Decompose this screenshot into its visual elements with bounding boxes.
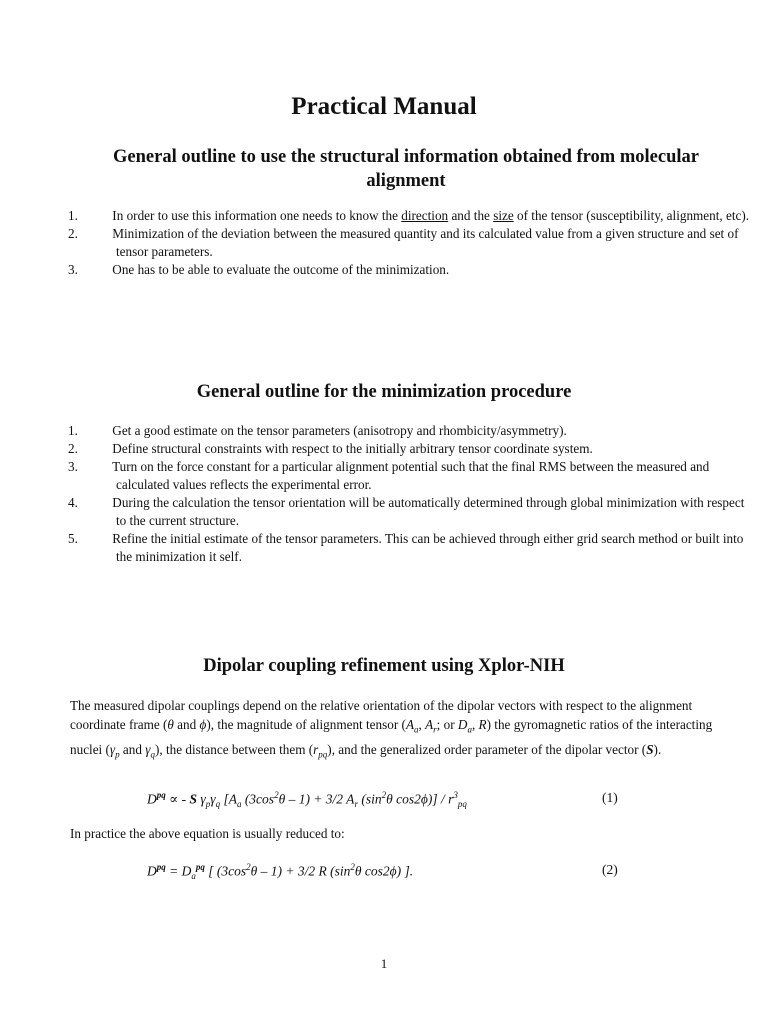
list-number: 4.: [68, 495, 78, 510]
section-heading-structural-info: General outline to use the structural information obtained from molecular alignment: [113, 147, 699, 191]
list-number: 1.: [68, 208, 78, 223]
eq-part: γ: [210, 791, 216, 807]
list-number: 3.: [68, 459, 78, 474]
list-text: Get a good estimate on the tensor parameters (anisotropy and rhombicity/asymmetry).: [112, 423, 567, 438]
underlined-term: direction: [401, 208, 449, 223]
list-text: Define structural constraints with respect to the initially arbitrary tensor coordinate system.: [112, 441, 593, 456]
equation-2: [147, 862, 413, 881]
eq-part: q: [215, 799, 221, 810]
symbol-D: D: [457, 717, 468, 732]
eq-part: ∝ -: [165, 791, 190, 807]
structural-info-list: [68, 207, 752, 279]
list-text: During the calculation the tensor orientation will be automatically determined through global minimization with respect to the current structure.: [112, 495, 745, 528]
section-heading-dipolar: Dipolar coupling refinement using Xplor-NIH: [203, 656, 565, 676]
para-text: ), the magnitude of alignment tensor (: [206, 717, 406, 732]
list-text: In order to use this information one needs to know the: [112, 208, 402, 223]
eq-part: 2: [350, 862, 355, 872]
page-number: 1: [380, 956, 388, 971]
symbol-A: A: [425, 717, 434, 732]
eq-part: θ cos2ϕ)] / r: [386, 791, 454, 807]
eq-part: a: [191, 871, 196, 882]
subscript: a: [414, 724, 419, 735]
para-text: ,: [418, 717, 426, 732]
eq-part: pq: [156, 790, 166, 800]
list-item: [68, 207, 752, 225]
eq-part: 2: [246, 862, 251, 872]
eq-part: 2: [274, 790, 279, 800]
equation-number-2: (2): [602, 862, 618, 877]
list-text: One has to be able to evaluate the outcome of the minimization.: [112, 262, 450, 277]
symbol-r: r: [313, 741, 319, 757]
symbol-A: A: [405, 717, 414, 732]
subscript: a: [467, 724, 472, 735]
list-item: [68, 261, 752, 279]
eq-part: (3cos: [241, 791, 275, 807]
para-text: ).: [653, 741, 662, 757]
para-text: ), and the generalized order parameter of the dipolar vector (: [327, 741, 647, 757]
subscript: r: [433, 724, 437, 735]
eq-part: 3: [453, 790, 458, 800]
list-number: 3.: [68, 262, 78, 277]
list-item: [68, 440, 752, 458]
eq-part: θ cos2ϕ) ].: [354, 863, 414, 879]
list-number: 5.: [68, 531, 78, 546]
eq-part: (sin: [357, 791, 382, 807]
list-item: [68, 530, 752, 566]
eq-part: 2: [381, 790, 387, 800]
subscript: q: [150, 749, 155, 760]
equation-number-1: (1): [602, 790, 618, 805]
list-item: [68, 422, 752, 440]
subscript: pq: [318, 749, 328, 760]
list-text: Turn on the force constant for a particular alignment potential such that the final RMS between the measured and calculated values reflects the experimental error.: [112, 459, 710, 492]
dipolar-paragraph: [70, 696, 720, 764]
reduction-intro: In practice the above equation is usually reduced to:: [70, 826, 345, 841]
eq-part: D: [147, 791, 157, 807]
symbol-gamma: γ: [109, 741, 116, 757]
minimization-list: [68, 422, 752, 566]
list-number: 1.: [68, 423, 78, 438]
eq-part: γ: [197, 791, 206, 807]
list-item: [68, 494, 752, 530]
symbol-gamma: γ: [145, 741, 151, 757]
list-text: Minimization of the deviation between the measured quantity and its calculated value from a given structure and set of tensor parameters.: [112, 226, 739, 259]
symbol-theta: θ: [167, 717, 174, 732]
eq-part: θ – 1) + 3/2 A: [278, 791, 355, 807]
underlined-term: size: [493, 208, 514, 223]
eq-part: pq: [195, 862, 205, 872]
eq-part: θ – 1) + 3/2 R (sin: [250, 863, 351, 879]
eq-part: p: [205, 799, 211, 810]
eq-part: a: [236, 799, 242, 810]
para-text: The measured dipolar couplings depend on the relative orientation of the dipolar vectors with respect to the alignment coordinate frame (: [70, 698, 693, 732]
page-title: Practical Manual: [291, 93, 477, 120]
para-text: and: [119, 741, 146, 757]
eq-part: S: [189, 791, 198, 807]
eq-part: [A: [220, 791, 237, 807]
para-text: ; or: [436, 717, 458, 732]
equation-1: [147, 790, 467, 809]
eq-part: pq: [156, 862, 166, 872]
para-text: ), the distance between them (: [154, 741, 314, 757]
eq-part: D: [147, 863, 157, 879]
section-heading-minimization: General outline for the minimization procedure: [196, 382, 572, 402]
symbol-R: R: [478, 717, 487, 732]
eq-part: [ (3cos: [204, 863, 247, 879]
list-text: Refine the initial estimate of the tensor parameters. This can be achieved through either grid search method or built into the minimization it self.: [112, 531, 744, 564]
para-text: ) the gyromagnetic ratios of the interacting nuclei (: [70, 717, 713, 757]
eq-part: = D: [165, 863, 192, 879]
symbol-phi: ϕ: [199, 717, 207, 732]
list-text: and the: [448, 208, 494, 223]
para-text: ,: [471, 717, 479, 732]
para-text: and: [173, 717, 200, 732]
list-number: 2.: [68, 226, 78, 241]
subscript: p: [115, 749, 120, 760]
list-item: [68, 458, 752, 494]
list-item: [68, 225, 752, 261]
symbol-S: S: [646, 741, 654, 757]
list-number: 2.: [68, 441, 78, 456]
eq-part: pq: [457, 799, 467, 810]
eq-part: r: [354, 799, 358, 810]
list-text: of the tensor (susceptibility, alignment, etc).: [513, 208, 750, 223]
